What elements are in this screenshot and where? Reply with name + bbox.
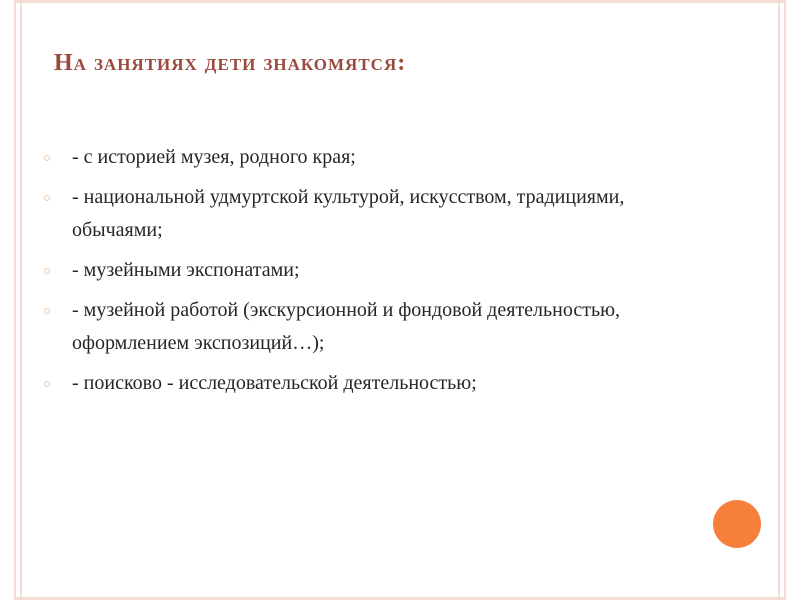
list-item-text: - с историей музея, родного края;: [72, 146, 356, 168]
list-item-text: - музейными экспонатами;: [72, 259, 300, 281]
hollow-circle-bullet-icon: [44, 268, 50, 274]
list-item: [44, 294, 684, 360]
list-item: [44, 181, 684, 247]
list-item-text: - поисково - исследовательской деятельностью;: [72, 372, 477, 394]
hollow-circle-bullet-icon: [44, 155, 50, 161]
list-item: [44, 141, 684, 174]
frame-right-line-inner: [778, 0, 780, 600]
hollow-circle-bullet-icon: [44, 195, 50, 201]
frame-top-line: [14, 0, 786, 3]
frame-left-line-inner: [20, 0, 22, 600]
slide-title: На занятиях дети знакомятся:: [54, 50, 407, 76]
hollow-circle-bullet-icon: [44, 381, 50, 387]
frame-left-line-outer: [14, 0, 16, 600]
hollow-circle-bullet-icon: [44, 308, 50, 314]
list-item: [44, 367, 684, 400]
list-item-text: - национальной удмуртской культурой, искусством, традициями, обычаями;: [72, 186, 625, 241]
frame-right-line-outer: [784, 0, 786, 600]
orange-circle-icon: [713, 500, 761, 548]
list-item-text: - музейной работой (экскурсионной и фондовой деятельностью, оформлением экспозиций…);: [72, 299, 621, 354]
bullet-list: [44, 141, 684, 407]
list-item: [44, 254, 684, 287]
